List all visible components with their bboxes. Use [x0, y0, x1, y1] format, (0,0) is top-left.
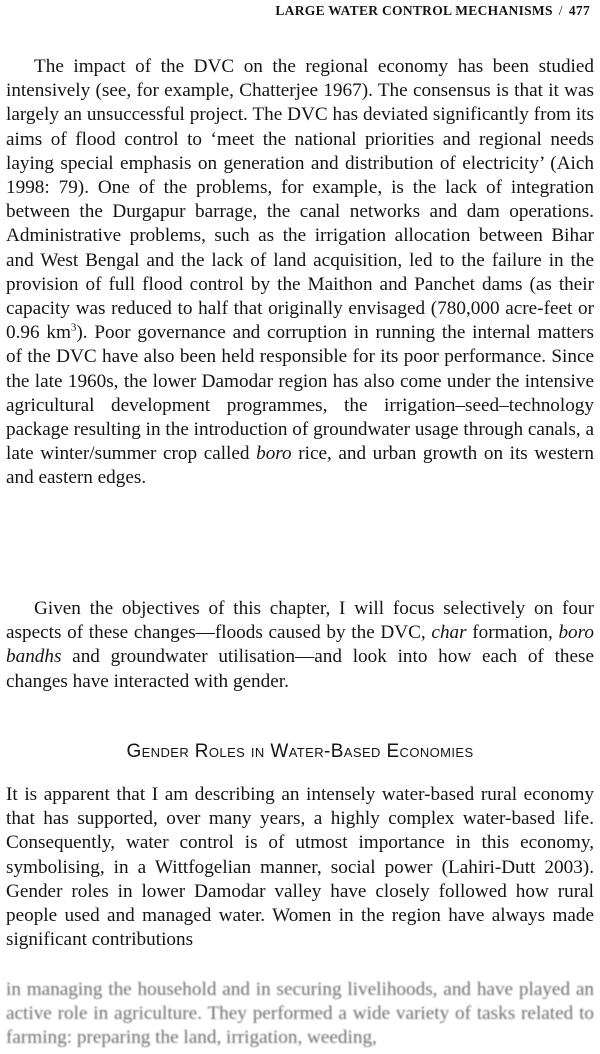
paragraph-text: formation,: [466, 622, 559, 644]
paragraph-text: Given the objectives of this chapter, I will focus selectively on four aspects of these changes—floods caused by the DVC,: [6, 598, 594, 644]
paragraph-text: ). Poor governance and corruption in running the internal matters of the DVC have also been held responsible for its poor performance. Since the late 1960s, the lower Damodar region has also come under the intensive agricultural development programmes, the irrigation–seed–technology package resulting in the introduction of groundwater usage through canals, a late winter/summer crop called: [6, 322, 594, 465]
section-heading: Gender Roles in Water-Based Economies: [126, 741, 474, 762]
page-number: 477: [568, 3, 590, 18]
italic-term: char: [431, 622, 467, 644]
paragraph-text: The impact of the DVC on the regional economy has been studied intensively (see, for example, Chatterjee 1967). The consensus is that it was largely an unsuccessful project. The DVC has deviated significantly from its aims of flood control to ‘meet the national priorities and regional needs laying special emphasis on generation and distribution of electricity’ (Aich 1998: 79). One of the problems, for example, is the lack of integration between the Durgapur barrage, the canal networks and dam operations. Administrative problems, such as the irrigation allocation between Bihar and West Bengal and the lack of land acquisition, led to the failure in the provision of full flood control by the Maithon and Panchet dams (as their capacity was reduced to half that originally envisaged (780,000 acre-feet or 0.96 km: [6, 56, 594, 344]
paragraph-gender-roles: [6, 783, 594, 952]
running-header: [275, 0, 590, 22]
running-title: LARGE WATER CONTROL MECHANISMS: [275, 3, 553, 18]
paragraph-text: and groundwater utilisation—and look into how each of these changes have interacted with gender.: [6, 646, 594, 692]
paragraph-text: It is apparent that I am describing an intensely water-based rural economy that has supported, over many years, a highly complex water-based life. Consequently, water control is of utmost importance in this economy, symbolising, in a Wittfogelian manner, social power (Lahiri-Dutt 2003). Gender roles in lower Damodar valley have closely followed how rural people used and managed water. Women in the region have always made significant contributions: [6, 784, 594, 951]
paragraph: [6, 55, 594, 491]
paragraph-text-blurred: in managing the household and in securing livelihoods, and have played an active role in agriculture. They performed a wide variety of tasks related to farming: preparing the land, irrigation, weeding,: [6, 979, 594, 1049]
paragraph-chapter-objectives: [6, 597, 594, 694]
paragraph-dvc-impact: [6, 55, 594, 491]
superscript: 3: [70, 321, 77, 334]
italic-term: boro: [256, 443, 292, 465]
italic-term: boro bandhs: [6, 622, 594, 668]
paragraph-text: rice, and urban growth on its western and eastern edges.: [6, 443, 594, 489]
paragraph: [6, 597, 594, 694]
header-separator: /: [558, 3, 563, 18]
blurred-continuation: [6, 978, 594, 1051]
